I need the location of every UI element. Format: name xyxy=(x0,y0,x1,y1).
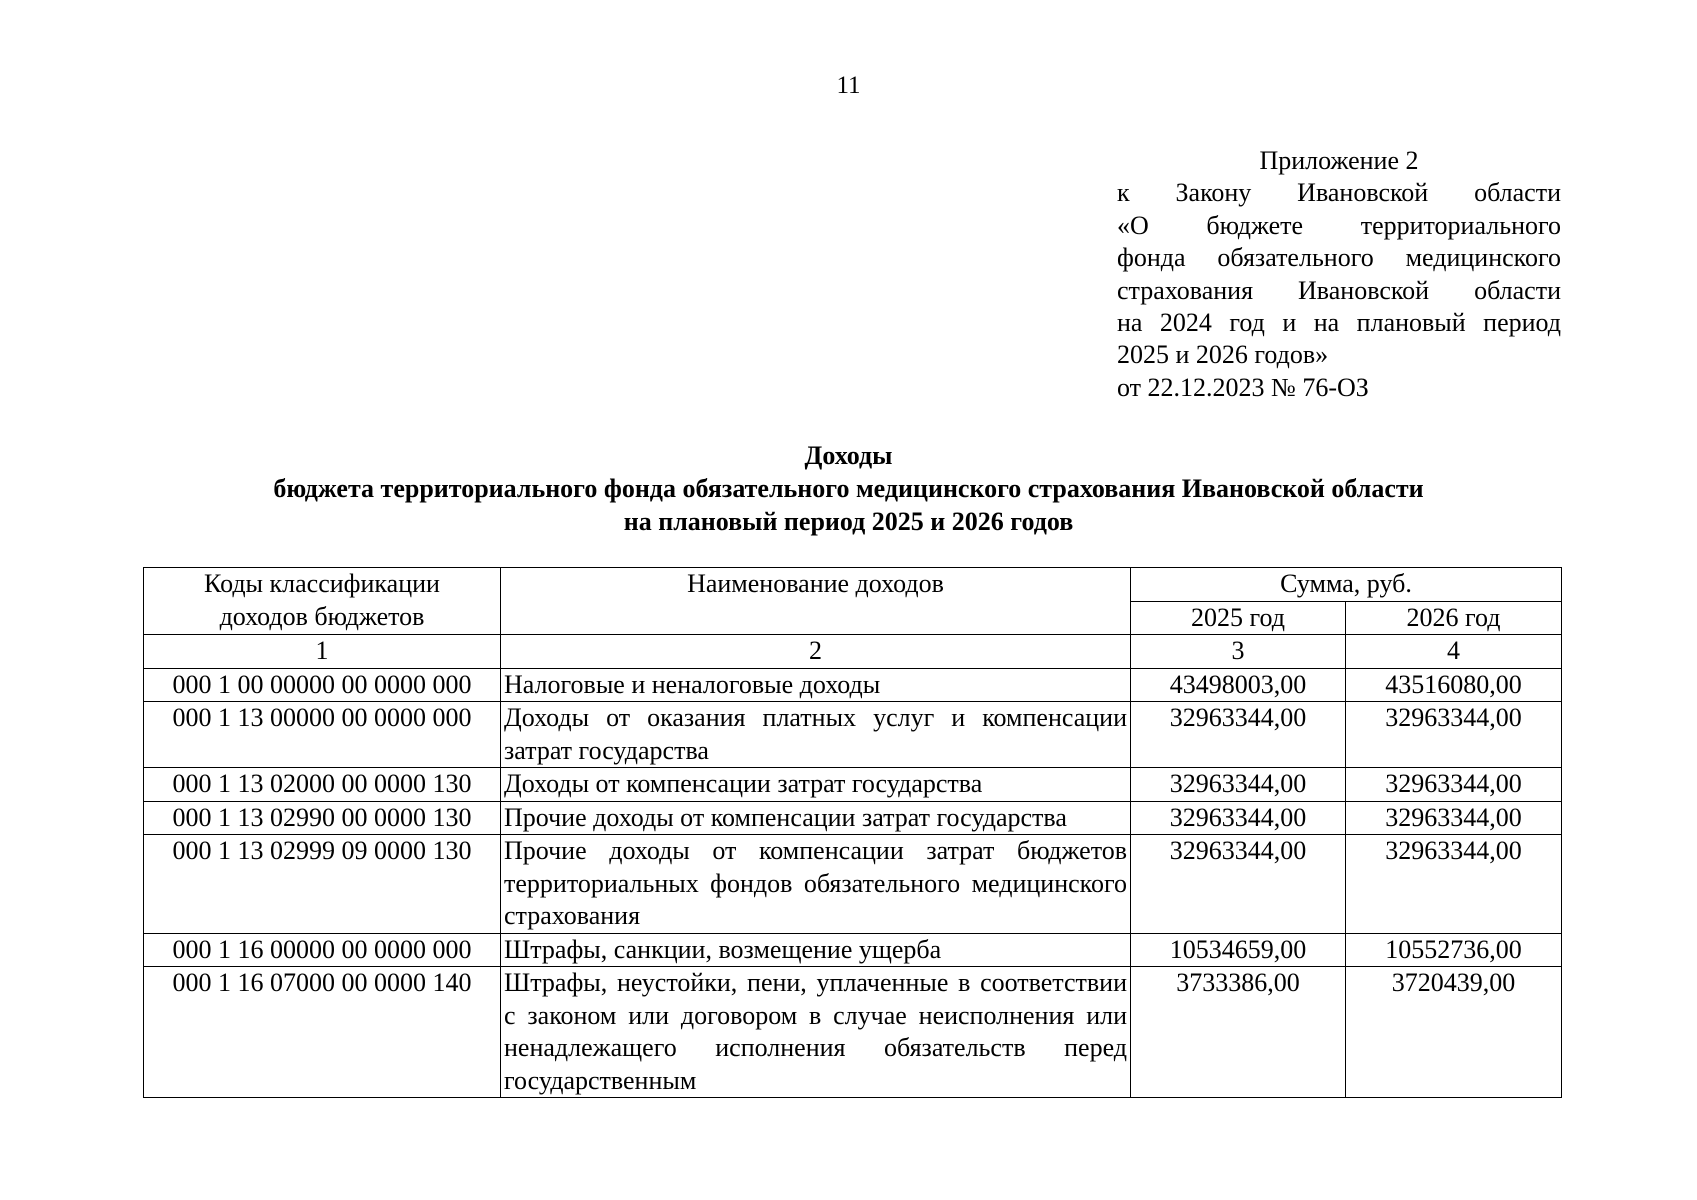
income-code: 000 1 13 02990 00 0000 130 xyxy=(144,801,501,835)
page-number: 11 xyxy=(836,72,861,99)
column-number: 3 xyxy=(1131,635,1346,669)
table-row xyxy=(144,768,1562,802)
heading-period: на плановый период 2025 и 2026 годов xyxy=(623,507,1074,536)
income-name: Штрафы, неустойки, пени, уплаченные в соответствии с законом или договором в случае неисполнения или ненадлежащего исполнения обязательств перед государственным xyxy=(501,967,1131,1098)
amount-2026: 10552736,00 xyxy=(1346,933,1562,967)
income-name: Налоговые и неналоговые доходы xyxy=(501,668,1131,702)
income-code: 000 1 16 07000 00 0000 140 xyxy=(144,967,501,1098)
income-code: 000 1 13 00000 00 0000 000 xyxy=(144,702,501,768)
amount-2025: 3733386,00 xyxy=(1131,967,1346,1098)
table-row xyxy=(144,702,1562,768)
table-row xyxy=(144,668,1562,702)
income-table xyxy=(143,567,1562,1098)
header-year-2026: 2026 год xyxy=(1346,601,1562,635)
appendix-note xyxy=(1117,145,1561,404)
appendix-body: к Закону Ивановской области «О бюджете территориального фонда обязательного медицинского страхования Ивановской области на 2024 год и на плановый период xyxy=(1117,178,1561,338)
income-name: Прочие доходы от компенсации затрат бюджетов территориальных фондов обязательного медицинского страхования xyxy=(501,835,1131,934)
income-name: Доходы от компенсации затрат государства xyxy=(501,768,1131,802)
table-row xyxy=(144,801,1562,835)
header-sum: Сумма, руб. xyxy=(1131,568,1562,602)
column-number: 2 xyxy=(501,635,1131,669)
amount-2026: 3720439,00 xyxy=(1346,967,1562,1098)
table-row xyxy=(144,933,1562,967)
heading-subtitle: бюджета территориального фонда обязательного медицинского страхования Ивановской области xyxy=(273,474,1424,503)
income-code: 000 1 16 00000 00 0000 000 xyxy=(144,933,501,967)
header-codes: Коды классификации доходов бюджетов xyxy=(144,568,501,635)
amount-2025: 10534659,00 xyxy=(1131,933,1346,967)
income-code: 000 1 13 02999 09 0000 130 xyxy=(144,835,501,934)
table-header-row xyxy=(144,568,1562,602)
income-code: 000 1 13 02000 00 0000 130 xyxy=(144,768,501,802)
amount-2025: 32963344,00 xyxy=(1131,768,1346,802)
column-number: 1 xyxy=(144,635,501,669)
amount-2026: 43516080,00 xyxy=(1346,668,1562,702)
income-name: Доходы от оказания платных услуг и компенсации затрат государства xyxy=(501,702,1131,768)
appendix-title: Приложение 2 xyxy=(1259,146,1419,175)
table-row xyxy=(144,967,1562,1098)
table-row xyxy=(144,835,1562,934)
income-name: Прочие доходы от компенсации затрат государства xyxy=(501,801,1131,835)
amount-2025: 32963344,00 xyxy=(1131,801,1346,835)
appendix-years-line: 2025 и 2026 годов» xyxy=(1117,340,1329,370)
header-year-2025: 2025 год xyxy=(1131,601,1346,635)
amount-2026: 32963344,00 xyxy=(1346,702,1562,768)
heading-title: Доходы xyxy=(804,441,893,470)
amount-2025: 43498003,00 xyxy=(1131,668,1346,702)
amount-2025: 32963344,00 xyxy=(1131,702,1346,768)
amount-2026: 32963344,00 xyxy=(1346,768,1562,802)
document-heading xyxy=(0,439,1697,538)
amount-2025: 32963344,00 xyxy=(1131,835,1346,934)
column-number: 4 xyxy=(1346,635,1562,669)
income-code: 000 1 00 00000 00 0000 000 xyxy=(144,668,501,702)
amount-2026: 32963344,00 xyxy=(1346,835,1562,934)
amount-2026: 32963344,00 xyxy=(1346,801,1562,835)
table-column-numbers-row xyxy=(144,635,1562,669)
header-name: Наименование доходов xyxy=(501,568,1131,635)
income-name: Штрафы, санкции, возмещение ущерба xyxy=(501,933,1131,967)
appendix-date-line: от 22.12.2023 № 76-ОЗ xyxy=(1117,372,1369,402)
